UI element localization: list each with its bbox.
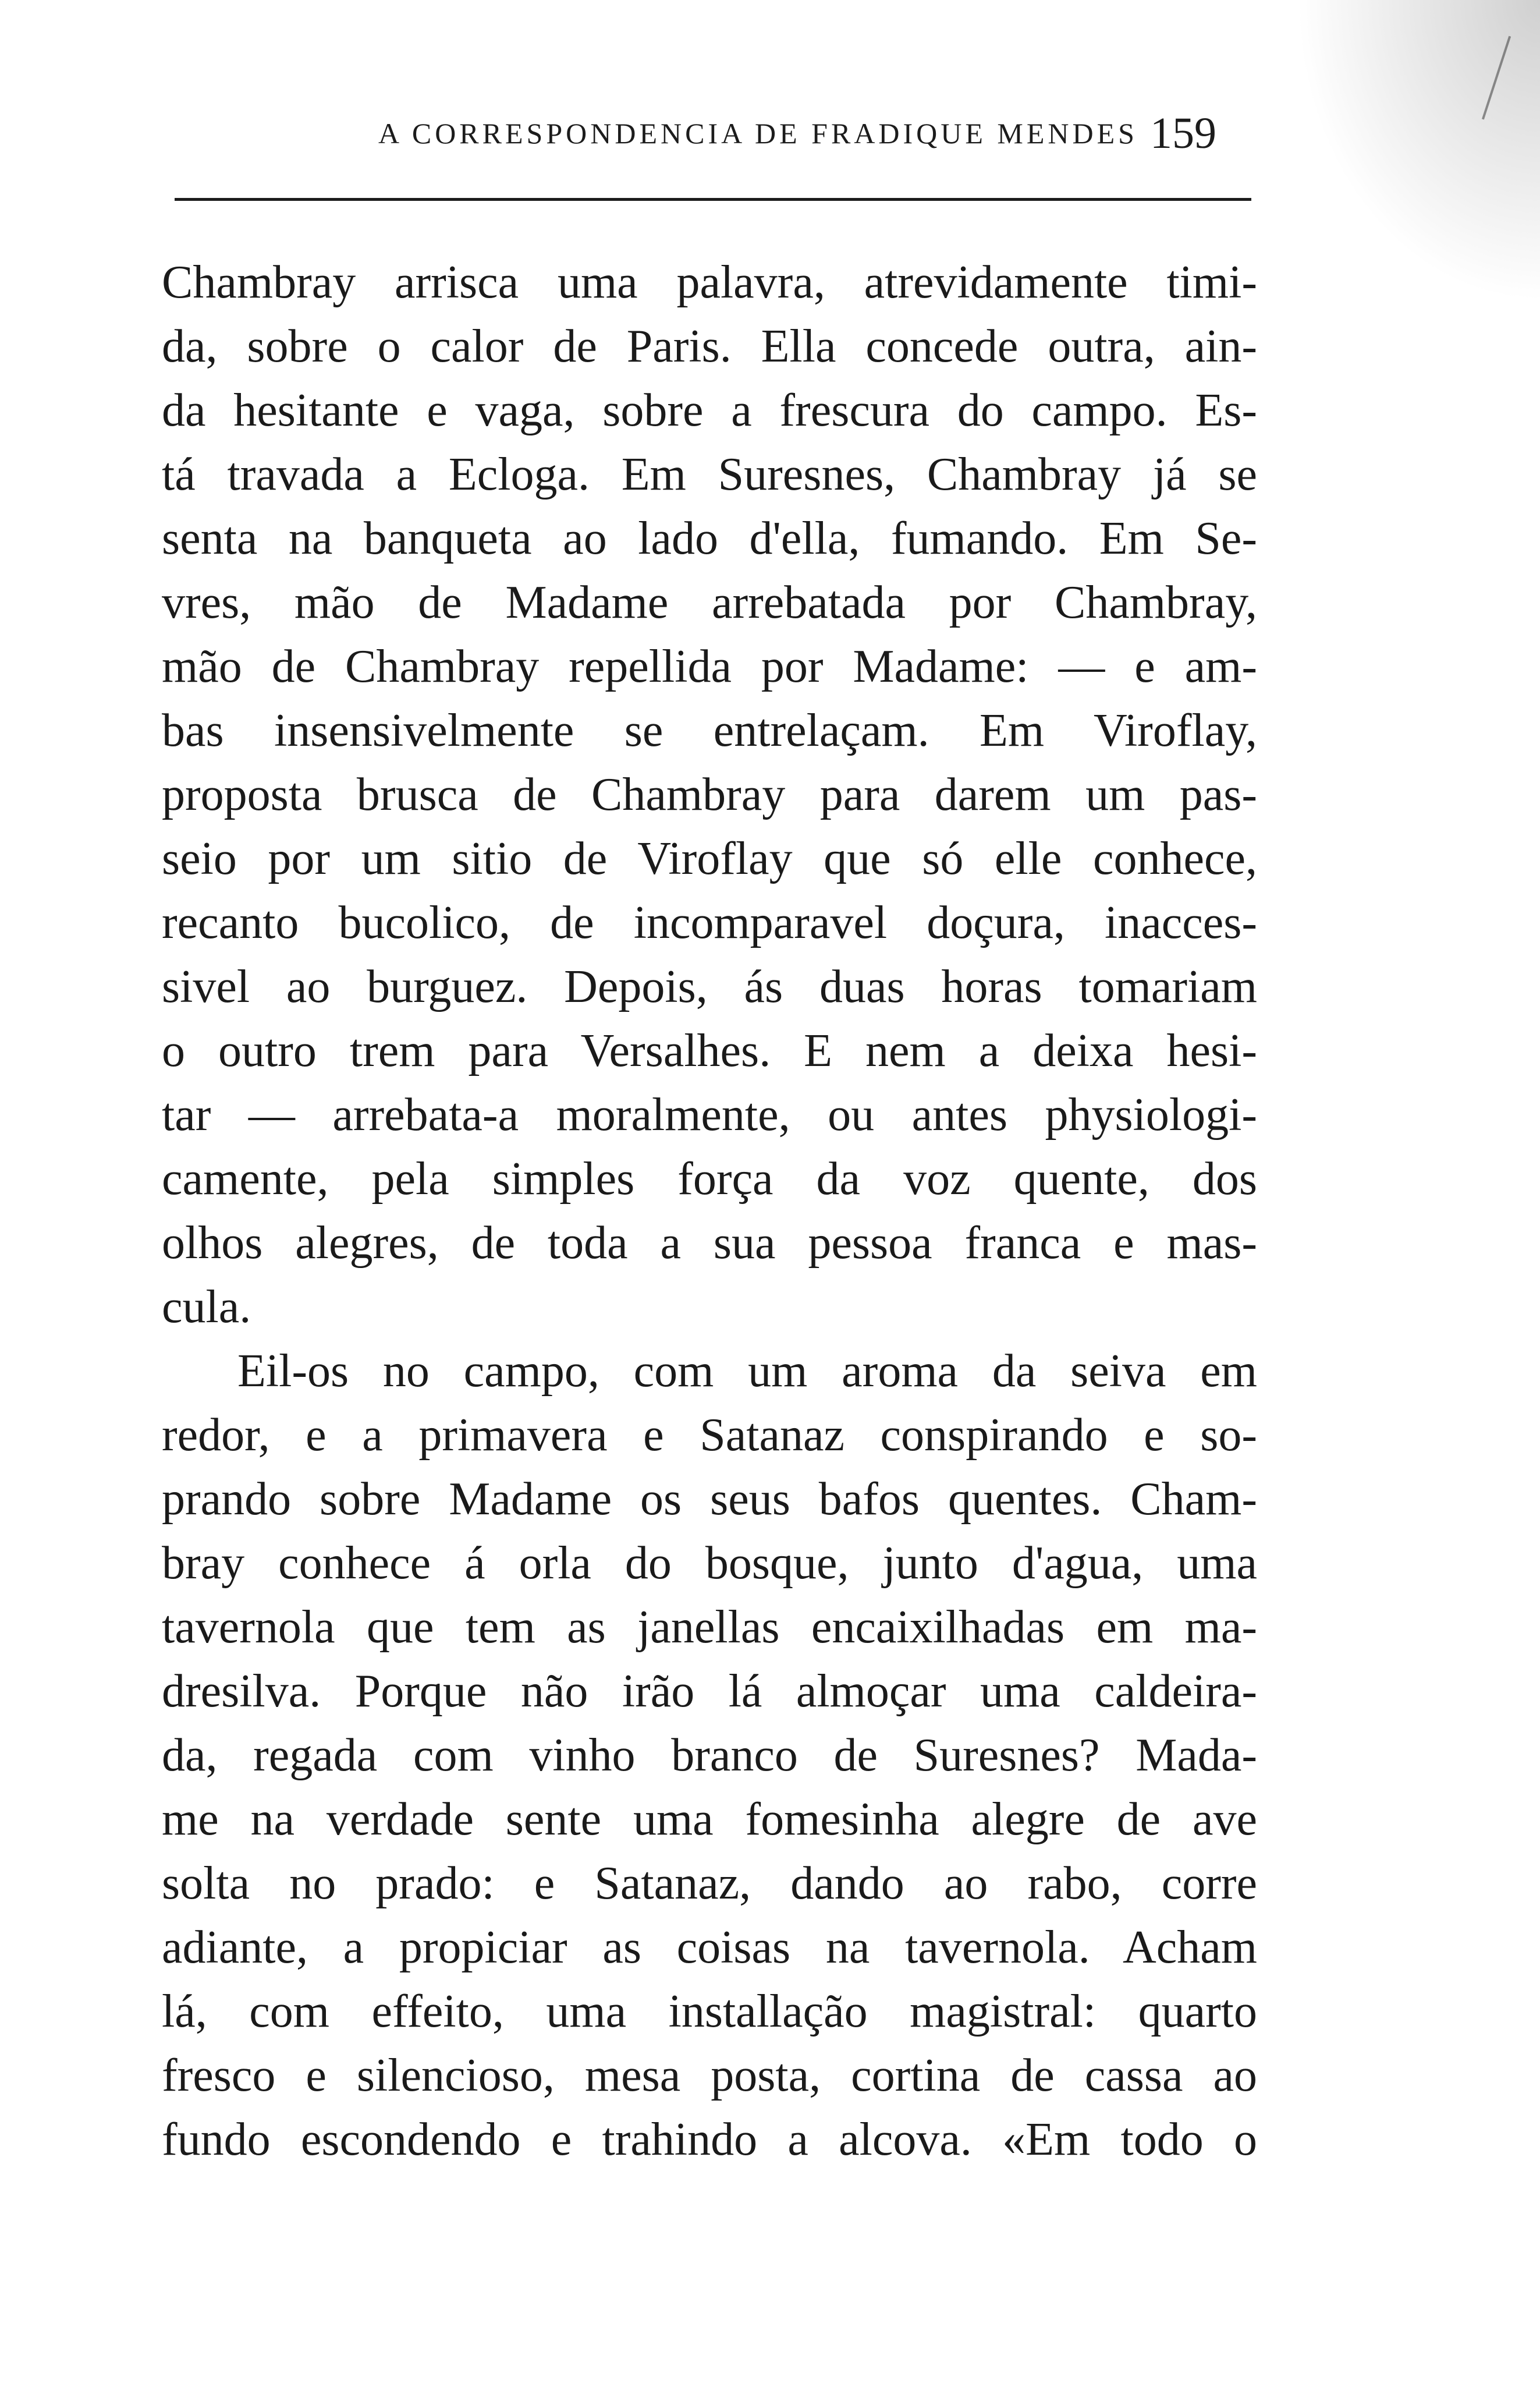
text-line: da hesitante e vaga, sobre a frescura do campo. Es- (162, 385, 1257, 436)
text-line: tavernola que tem as janellas encaixilhadas em ma- (162, 1602, 1257, 1653)
text-line: fundo escondendo e trahindo a alcova. «Em todo o (162, 2114, 1257, 2165)
text-line: dresilva. Porque não irão lá almoçar uma caldeira- (162, 1666, 1257, 1717)
text-line: solta no prado: e Satanaz, dando ao rabo, corre (162, 1858, 1257, 1909)
paragraph-1 (162, 250, 1257, 1339)
text-line: camente, pela simples força da voz quente, dos (162, 1153, 1257, 1205)
text-line: proposta brusca de Chambray para darem um pas- (162, 769, 1257, 820)
text-line: o outro trem para Versalhes. E nem a deixa hesi- (162, 1025, 1257, 1076)
text-line: tá travada a Ecloga. Em Suresnes, Chambray já se (162, 449, 1257, 500)
text-line: mão de Chambray repellida por Madame: — e am- (162, 641, 1257, 692)
text-line: redor, e a primavera e Satanaz conspirando e so- (162, 1409, 1257, 1461)
text-line: cula. (162, 1281, 251, 1333)
text-line: Chambray arrisca uma palavra, atrevidamente timi- (162, 257, 1257, 308)
text-line: senta na banqueta ao lado d'ella, fumando. Em Se- (162, 513, 1257, 564)
running-head: A CORRESPONDENCIA DE FRADIQUE MENDES (378, 117, 1138, 150)
body-text (162, 250, 1257, 2172)
text-line: prando sobre Madame os seus bafos quentes. Cham- (162, 1474, 1257, 1525)
text-line: me na verdade sente uma fomesinha alegre de ave (162, 1794, 1257, 1845)
text-line: bray conhece á orla do bosque, junto d'agua, uma (162, 1538, 1257, 1589)
text-line: recanto bucolico, de incomparavel doçura, inacces- (162, 897, 1257, 948)
text-line: olhos alegres, de toda a sua pessoa franca e mas- (162, 1217, 1257, 1269)
page-number: 159 (1150, 109, 1216, 158)
text-line: seio por um sitio de Viroflay que só elle conhece, (162, 833, 1257, 884)
text-line: sivel ao burguez. Depois, ás duas horas tomariam (162, 961, 1257, 1012)
text-line: da, regada com vinho branco de Suresnes? Mada- (162, 1730, 1257, 1781)
text-line: fresco e silencioso, mesa posta, cortina de cassa ao (162, 2050, 1257, 2101)
paragraph-2 (162, 1339, 1257, 2172)
text-line: vres, mão de Madame arrebatada por Chambray, (162, 577, 1257, 628)
text-line: Eil-os no campo, com um aroma da seiva em (237, 1345, 1257, 1397)
text-line: da, sobre o calor de Paris. Ella concede outra, ain- (162, 321, 1257, 372)
text-line: tar — arrebata-a moralmente, ou antes physiologi- (162, 1089, 1257, 1141)
text-line: bas insensivelmente se entrelaçam. Em Viroflay, (162, 705, 1257, 756)
page-header (163, 99, 1251, 169)
header-rule (175, 198, 1251, 201)
text-line: lá, com effeito, uma installação magistral: quarto (162, 1986, 1257, 2037)
text-line: adiante, a propiciar as coisas na tavernola. Acham (162, 1922, 1257, 1973)
